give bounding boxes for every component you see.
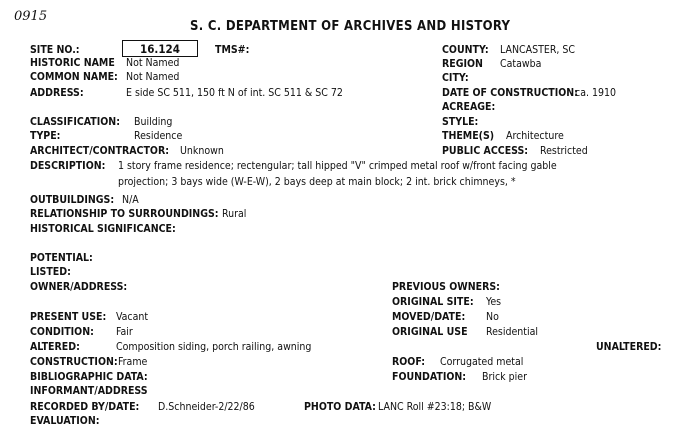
original-use-label: ORIGINAL USE [392,326,468,338]
historic-name-value: Not Named [126,57,180,69]
classification-value: Building [134,116,173,128]
common-name-value: Not Named [126,71,180,83]
architect-contractor-value: Unknown [180,145,224,157]
address-value: E side SC 511, 150 ft N of int. SC 511 & SC 72 [126,87,343,99]
altered-label: ALTERED: [30,341,80,353]
date-of-construction-label: DATE OF CONSTRUCTION: [442,87,578,99]
photo-data-label: PHOTO DATA: [304,401,376,413]
themes-value: Architecture [506,130,564,142]
region-value: Catawba [500,58,542,70]
page-title: S. C. DEPARTMENT OF ARCHIVES AND HISTORY [190,19,511,34]
relationship-value: Rural [222,208,247,220]
description-line-2: projection; 3 bays wide (W-E-W), 2 bays deep at main block; 2 int. brick chimneys, * [118,176,516,188]
previous-owners-label: PREVIOUS OWNERS: [392,281,500,293]
potential-label: POTENTIAL: [30,252,93,264]
moved-date-label: MOVED/DATE: [392,311,466,323]
altered-value: Composition siding, porch railing, awning [116,341,312,353]
evaluation-label: EVALUATION: [30,415,100,427]
architect-contractor-label: ARCHITECT/CONTRACTOR: [30,145,170,157]
common-name-label: COMMON NAME: [30,71,118,83]
original-use-value: Residential [486,326,538,338]
moved-date-value: No [486,311,499,323]
site-no-label: SITE NO.: [30,44,80,56]
photo-data-value: LANC Roll #23:18; B&W [378,401,492,413]
public-access-label: PUBLIC ACCESS: [442,145,529,157]
acreage-label: ACREAGE: [442,101,496,113]
recorded-by-label: RECORDED BY/DATE: [30,401,140,413]
outbuildings-label: OUTBUILDINGS: [30,194,115,206]
roof-value: Corrugated metal [440,356,524,368]
public-access-value: Restricted [540,145,588,157]
site-no-value: 16.124 [140,42,180,56]
date-of-construction-value: ca. 1910 [575,87,617,99]
foundation-value: Brick pier [482,371,527,383]
type-value: Residence [134,130,183,142]
description-label: DESCRIPTION: [30,160,106,172]
type-label: TYPE: [30,130,61,142]
historic-name-label: HISTORIC NAME [30,57,115,69]
outbuildings-value: N/A [122,194,139,206]
tms-label: TMS#: [215,44,250,56]
historical-significance-label: HISTORICAL SIGNIFICANCE: [30,223,176,235]
city-label: CITY: [442,72,469,84]
informant-address-label: INFORMANT/ADDRESS [30,385,148,397]
unaltered-label: UNALTERED: [596,341,662,353]
address-label: ADDRESS: [30,87,84,99]
themes-label: THEME(S) [442,130,495,142]
original-site-label: ORIGINAL SITE: [392,296,474,308]
classification-label: CLASSIFICATION: [30,116,120,128]
construction-value: Frame [118,356,148,368]
relationship-label: RELATIONSHIP TO SURROUNDINGS: [30,208,219,220]
county-value: LANCASTER, SC [500,44,575,56]
original-site-value: Yes [486,296,502,308]
description-line-1: 1 story frame residence; rectengular; tall hipped "V" crimped metal roof w/front facing gable [118,160,557,172]
style-label: STYLE: [442,116,479,128]
condition-value: Fair [116,326,133,338]
construction-label: CONSTRUCTION: [30,356,118,368]
condition-label: CONDITION: [30,326,94,338]
roof-label: ROOF: [392,356,425,368]
listed-label: LISTED: [30,266,71,278]
bibliographic-data-label: BIBLIOGRAPHIC DATA: [30,371,148,383]
county-label: COUNTY: [442,44,489,56]
foundation-label: FOUNDATION: [392,371,467,383]
present-use-value: Vacant [116,311,149,323]
region-label: REGION [442,58,483,70]
recorded-by-value: D.Schneider-2/22/86 [158,401,255,413]
present-use-label: PRESENT USE: [30,311,107,323]
owner-address-label: OWNER/ADDRESS: [30,281,128,293]
handwritten-number: 0915 [14,9,48,24]
